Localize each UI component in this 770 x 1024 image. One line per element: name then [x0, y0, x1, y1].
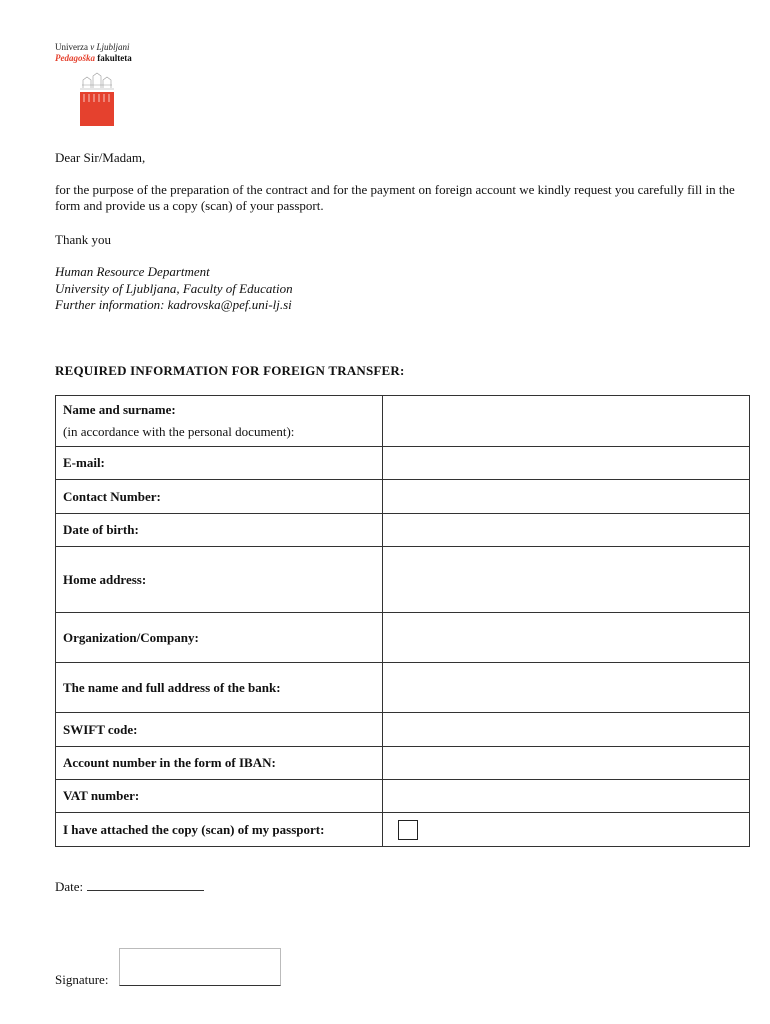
date-field[interactable] [87, 878, 204, 891]
logo-university-name [55, 42, 132, 53]
home-address-field[interactable] [383, 547, 750, 613]
name-note: (in accordance with the personal document): [63, 424, 295, 439]
email-field[interactable] [383, 447, 750, 480]
sender-university: University of Ljubljana, Faculty of Education [55, 280, 293, 296]
date-label: Date: [55, 879, 84, 894]
request-paragraph: for the purpose of the preparation of the contract and for the payment on foreign account we kindly request you carefully fill in the form and provide us a copy (scan) of your passport. [55, 182, 735, 213]
table-row [56, 480, 750, 514]
sender-block [55, 264, 293, 314]
sender-department: Human Resource Department [55, 264, 210, 279]
university-crest-icon [80, 72, 114, 126]
organization-label: Organization/Company: [56, 613, 383, 663]
table-row [56, 613, 750, 663]
vat-label: VAT number: [56, 780, 383, 813]
faculty-logo [55, 42, 132, 64]
signature-field[interactable] [119, 948, 281, 986]
logo-faculty-word: Pedagoška [55, 53, 95, 63]
logo-faculty-name [55, 53, 132, 64]
contact-number-field[interactable] [383, 480, 750, 514]
table-row [56, 813, 750, 847]
table-row [56, 780, 750, 813]
table-row [56, 514, 750, 547]
swift-label: SWIFT code: [56, 713, 383, 747]
signature-label: Signature: [55, 972, 109, 987]
email-label: E-mail: [56, 447, 383, 480]
salutation: Dear Sir/Madam, [55, 150, 146, 165]
date-of-birth-label: Date of birth: [56, 514, 383, 547]
table-row [56, 713, 750, 747]
vat-field[interactable] [383, 780, 750, 813]
passport-checkbox[interactable] [398, 820, 418, 840]
date-row [55, 878, 204, 895]
logo-faculty-suffix: fakulteta [97, 53, 132, 63]
organization-field[interactable] [383, 613, 750, 663]
thanks-text: Thank you [55, 232, 111, 247]
table-row [56, 747, 750, 780]
table-row [56, 447, 750, 480]
swift-field[interactable] [383, 713, 750, 747]
table-row [56, 547, 750, 613]
passport-label: I have attached the copy (scan) of my passport: [56, 813, 383, 847]
table-row [56, 396, 750, 447]
passport-cell [383, 813, 750, 847]
iban-label: Account number in the form of IBAN: [56, 747, 383, 780]
date-of-birth-field[interactable] [383, 514, 750, 547]
sender-contact: Further information: kadrovska@pef.uni-lj.si [55, 297, 292, 312]
transfer-info-table [55, 395, 750, 847]
name-field[interactable] [383, 396, 750, 447]
name-label-cell [56, 396, 383, 447]
table-row [56, 663, 750, 713]
logo-university-word: Univerza [55, 42, 88, 52]
bank-label: The name and full address of the bank: [56, 663, 383, 713]
logo-city-word: v Ljubljani [90, 42, 130, 52]
home-address-label: Home address: [56, 547, 383, 613]
name-label: Name and surname: [63, 402, 176, 417]
section-title: REQUIRED INFORMATION FOR FOREIGN TRANSFER: [55, 363, 405, 378]
contact-number-label: Contact Number: [56, 480, 383, 514]
iban-field[interactable] [383, 747, 750, 780]
bank-field[interactable] [383, 663, 750, 713]
